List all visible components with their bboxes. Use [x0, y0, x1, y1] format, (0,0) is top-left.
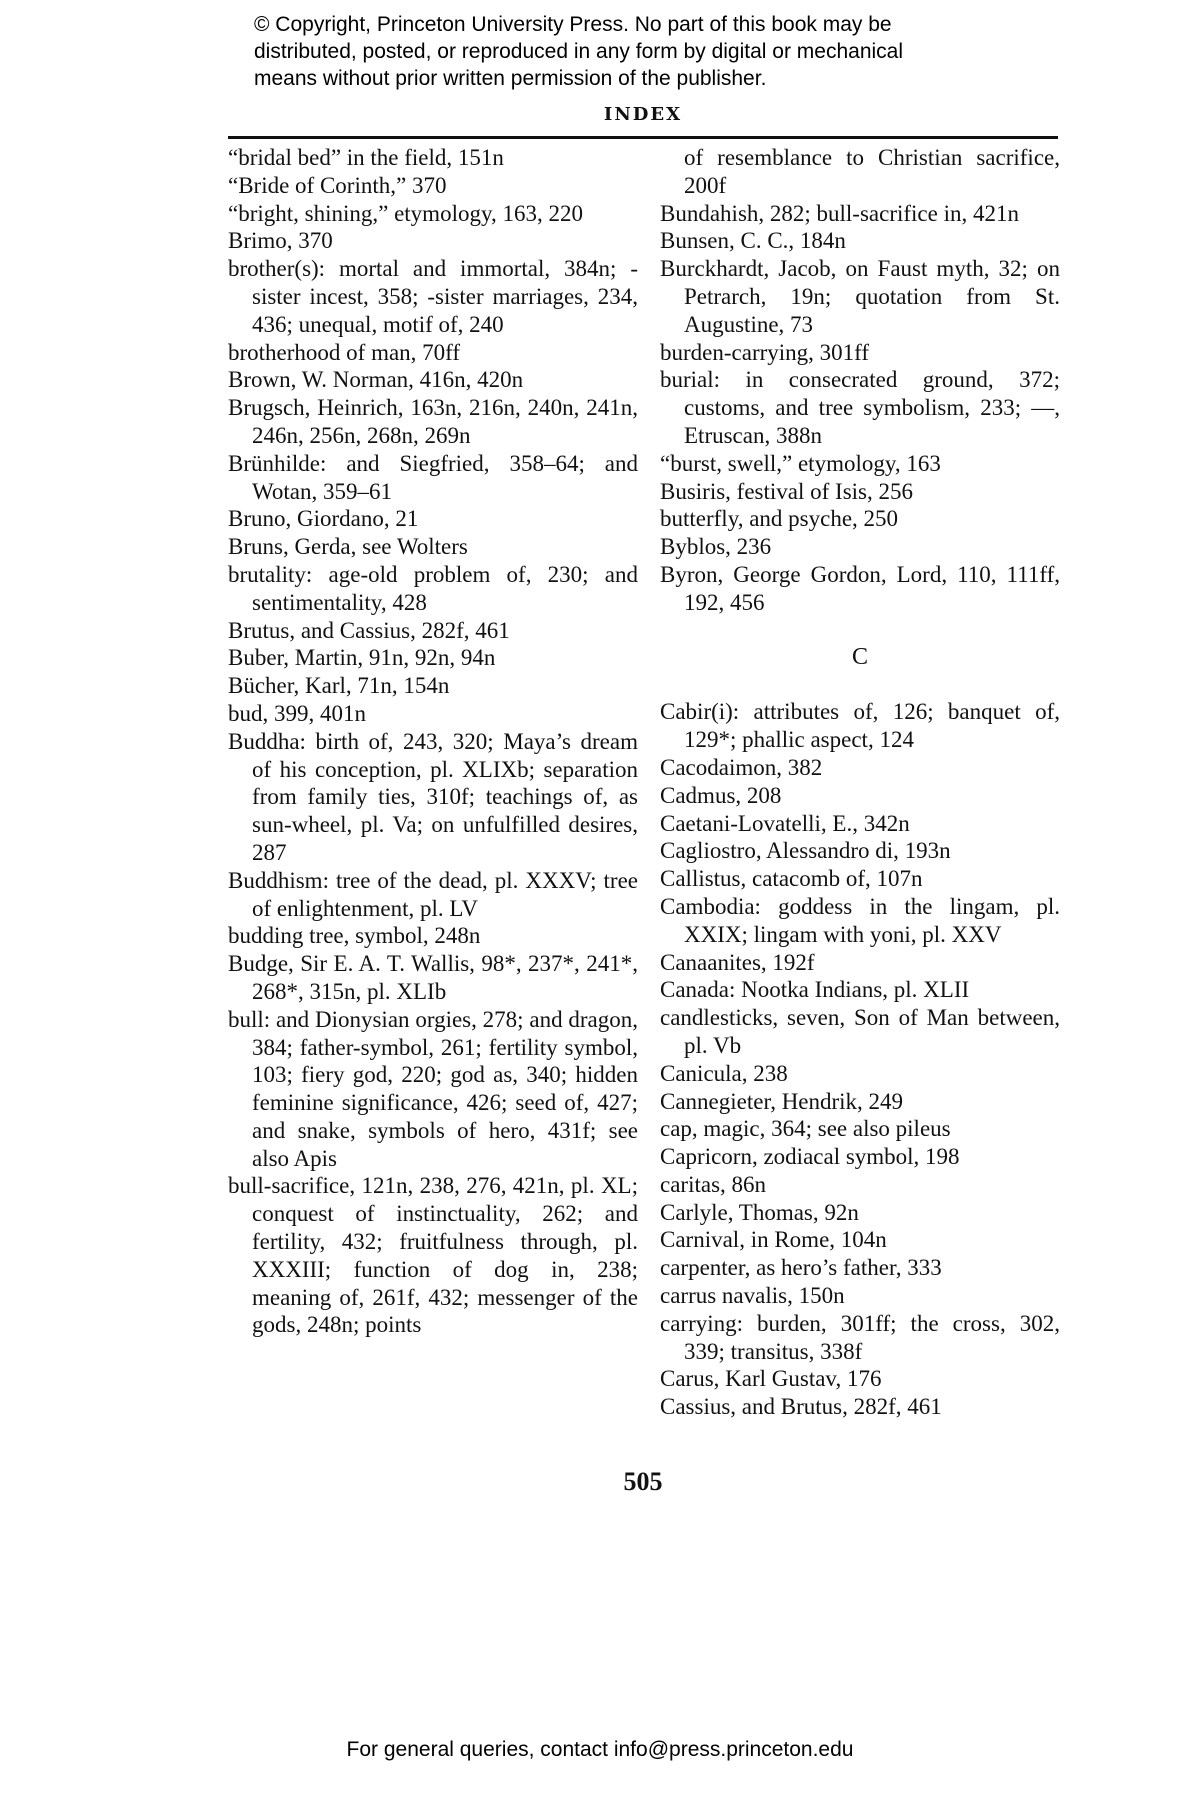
- index-entry: Brown, W. Norman, 416n, 420n: [228, 367, 524, 393]
- copyright-line-1: © Copyright, Princeton University Press. No part of this book may be: [254, 13, 892, 36]
- index-entry: Carus, Karl Gustav, 176: [660, 1366, 882, 1392]
- index-entry: “bright, shining,” etymology, 163, 220: [228, 200, 583, 226]
- index-entry: Byron, George Gordon, Lord, 110, 111ff, 192, 456: [660, 561, 1060, 615]
- index-entry: Bücher, Karl, 71n, 154n: [228, 673, 450, 699]
- index-entry: bull: and Dionysian orgies, 278; and dragon, 384; father-symbol, 261; fertility symbol, 103; fiery god, 220; god as, 340; hidden feminine significance, 426; seed of, 427; and snake, symbols of hero, 431f; see also Apis: [228, 1006, 638, 1171]
- index-entry: “bridal bed” in the field, 151n: [228, 145, 504, 170]
- index-entry: Brutus, and Cassius, 282f, 461: [228, 617, 510, 643]
- running-head: INDEX: [603, 104, 683, 125]
- index-entry: brother(s): mortal and immortal, 384n; -sister incest, 358; -sister marriages, 234, 436; unequal, motif of, 240: [228, 256, 638, 337]
- index-entry: Buber, Martin, 91n, 92n, 94n: [228, 645, 496, 671]
- index-entry: Burckhardt, Jacob, on Faust myth, 32; on Petrarch, 19n; quotation from St. Augustine, 73: [660, 256, 1060, 337]
- index-entry: Cacodaimon, 382: [660, 754, 823, 780]
- index-entry: Brünhilde: and Siegfried, 358–64; and Wotan, 359–61: [228, 450, 638, 504]
- index-entry-continued: of resemblance to Christian sacrifice, 200f: [684, 145, 1060, 198]
- index-column-left: [228, 144, 638, 1339]
- index-entry: Byblos, 236: [660, 534, 772, 560]
- index-entry: Cassius, and Brutus, 282f, 461: [660, 1394, 942, 1420]
- index-entry: Buddhism: tree of the dead, pl. XXXV; tree of enlightenment, pl. LV: [228, 867, 638, 921]
- index-entry: candlesticks, seven, Son of Man between, pl. Vb: [660, 1005, 1060, 1058]
- index-entry: carrus navalis, 150n: [660, 1283, 845, 1309]
- index-entry: Cannegieter, Hendrik, 249: [660, 1088, 904, 1114]
- index-entry: burial: in consecrated ground, 372; customs, and tree symbolism, 233; —, Etruscan, 388n: [660, 367, 1060, 448]
- index-entry: cap, magic, 364; see also pileus: [660, 1116, 951, 1142]
- index-entry: Brugsch, Heinrich, 163n, 216n, 240n, 241n, 246n, 256n, 268n, 269n: [228, 395, 638, 448]
- index-entry: carrying: burden, 301ff; the cross, 302, 339; transitus, 338f: [660, 1310, 1060, 1364]
- index-entry: Cabir(i): attributes of, 126; banquet of, 129*; phallic aspect, 124: [660, 699, 1060, 753]
- index-entry: Bruno, Giordano, 21: [228, 506, 419, 532]
- index-entry: “burst, swell,” etymology, 163: [660, 450, 941, 476]
- index-entry: carpenter, as hero’s father, 333: [660, 1255, 942, 1281]
- page-number: 505: [623, 1467, 663, 1496]
- index-entry: budding tree, symbol, 248n: [228, 923, 481, 949]
- section-letter: C: [851, 643, 868, 670]
- index-entry: Caetani-Lovatelli, E., 342n: [660, 810, 910, 836]
- index-entry: Canaanites, 192f: [660, 949, 815, 975]
- index-entry: Budge, Sir E. A. T. Wallis, 98*, 237*, 241*, 268*, 315n, pl. XLIb: [228, 951, 638, 1004]
- index-entry: burden-carrying, 301ff: [660, 339, 870, 365]
- index-entry: Bunsen, C. C., 184n: [660, 228, 846, 254]
- copyright-line-2: distributed, posted, or reproduced in any form by digital or mechanical: [254, 40, 904, 63]
- index-entry: Canicula, 238: [660, 1060, 788, 1086]
- index-entry: Buddha: birth of, 243, 320; Maya’s dream of his conception, pl. XLIXb; separation from family ties, 310f; teachings of, as sun-wheel, pl. Va; on unfulfilled desires, 287: [228, 728, 638, 865]
- footer-contact: For general queries, contact info@press.princeton.edu: [346, 1738, 854, 1761]
- index-entry: Carnival, in Rome, 104n: [660, 1227, 887, 1253]
- header-rule: [228, 136, 1058, 139]
- index-entry: Capricorn, zodiacal symbol, 198: [660, 1144, 960, 1170]
- index-entry: Cambodia: goddess in the lingam, pl. XXIX; lingam with yoni, pl. XXV: [660, 893, 1060, 947]
- copyright-line-3: means without prior written permission of the publisher.: [254, 67, 767, 90]
- index-entry: Callistus, catacomb of, 107n: [660, 866, 923, 892]
- index-column-right: [660, 144, 1060, 1421]
- copyright-notice: [254, 11, 1014, 92]
- index-entry: brotherhood of man, 70ff: [228, 339, 461, 365]
- index-entry: brutality: age-old problem of, 230; and sentimentality, 428: [228, 561, 638, 615]
- index-entry: Cadmus, 208: [660, 782, 782, 808]
- index-entry: Bundahish, 282; bull-sacrifice in, 421n: [660, 200, 1019, 226]
- index-entry: “Bride of Corinth,” 370: [228, 172, 447, 198]
- index-entry: Bruns, Gerda, see Wolters: [228, 534, 468, 560]
- index-entry: Cagliostro, Alessandro di, 193n: [660, 838, 951, 864]
- index-entry: bull-sacrifice, 121n, 238, 276, 421n, pl. XL; conquest of instinctuality, 262; and fertility, 432; fruitfulness through, pl. XXXIII; function of dog in, 238; meaning of, 261f, 432; messenger of the gods, 248n; points: [228, 1173, 638, 1338]
- index-entry: bud, 399, 401n: [228, 700, 366, 726]
- index-entry: Carlyle, Thomas, 92n: [660, 1199, 859, 1225]
- index-entry: butterfly, and psyche, 250: [660, 506, 899, 532]
- index-entry: Brimo, 370: [228, 228, 333, 254]
- index-entry: Canada: Nootka Indians, pl. XLII: [660, 977, 970, 1003]
- index-entry: caritas, 86n: [660, 1171, 767, 1197]
- index-entry: Busiris, festival of Isis, 256: [660, 478, 913, 504]
